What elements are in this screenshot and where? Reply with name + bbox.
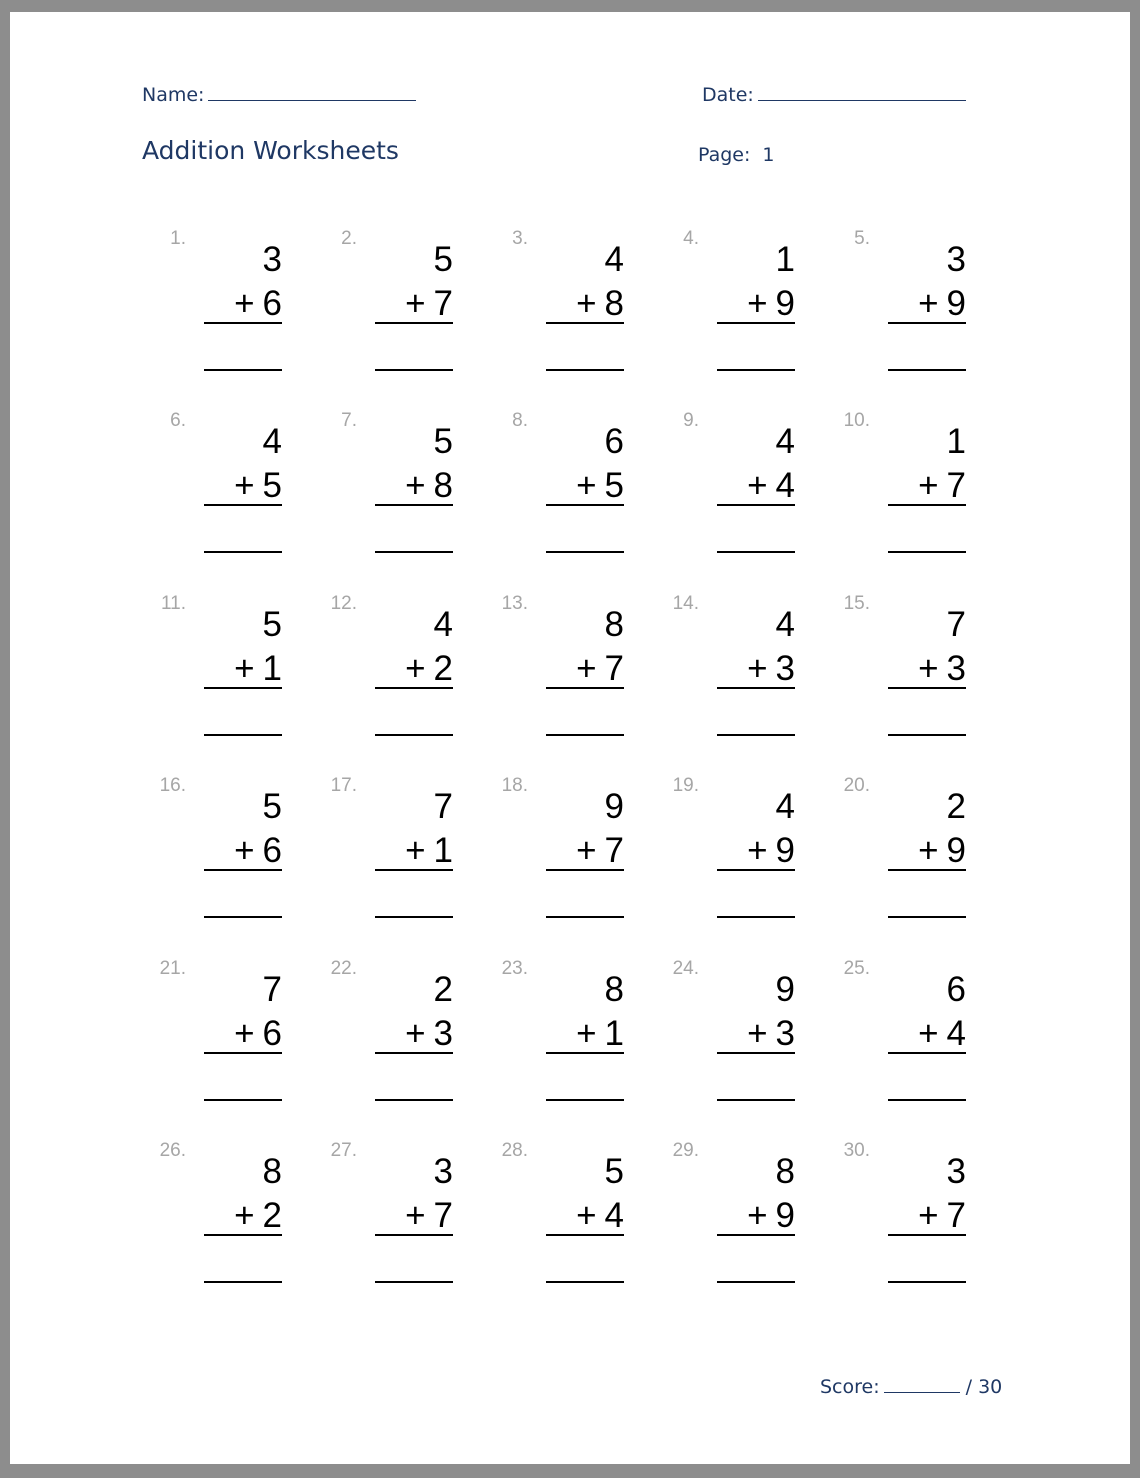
sum-line — [717, 504, 795, 506]
first-addend: 4 — [775, 422, 795, 462]
plus-operator: + — [918, 1195, 939, 1235]
plus-operator: + — [405, 831, 426, 871]
answer-blank[interactable] — [546, 916, 624, 918]
plus-operator: + — [234, 831, 255, 871]
problem-number: 22. — [330, 957, 357, 979]
answer-blank[interactable] — [888, 734, 966, 736]
problem-item — [321, 406, 492, 588]
sum-line — [546, 687, 624, 689]
problem-number: 30. — [843, 1139, 870, 1161]
problem-item — [492, 771, 663, 953]
score-blank-line[interactable] — [884, 1374, 960, 1393]
second-addend-row — [405, 647, 453, 691]
second-addend-row — [918, 829, 966, 873]
plus-operator: + — [234, 466, 255, 506]
second-addend-row — [234, 1194, 282, 1238]
second-addend-row — [918, 647, 966, 691]
answer-blank[interactable] — [888, 1099, 966, 1101]
second-addend-row — [747, 1194, 795, 1238]
answer-blank[interactable] — [204, 551, 282, 553]
sum-line — [204, 687, 282, 689]
answer-blank[interactable] — [204, 734, 282, 736]
page-label: Page: — [698, 144, 751, 166]
sum-line — [888, 1052, 966, 1054]
answer-blank[interactable] — [375, 916, 453, 918]
sum-line — [204, 1234, 282, 1236]
first-addend: 6 — [946, 969, 966, 1009]
problem-number: 15. — [843, 592, 870, 614]
sum-line — [375, 869, 453, 871]
answer-blank[interactable] — [888, 1281, 966, 1283]
problem-number: 13. — [501, 592, 528, 614]
problem-number: 16. — [159, 775, 186, 797]
plus-operator: + — [234, 648, 255, 688]
sum-line — [717, 1234, 795, 1236]
problem-item — [663, 1136, 834, 1318]
problem-item — [492, 954, 663, 1136]
second-addend: 6 — [262, 1013, 282, 1053]
problem-number: 10. — [843, 410, 870, 432]
first-addend: 8 — [262, 1151, 282, 1191]
answer-blank[interactable] — [546, 1281, 624, 1283]
second-addend-row — [234, 1012, 282, 1056]
answer-blank[interactable] — [375, 1281, 453, 1283]
plus-operator: + — [747, 1013, 768, 1053]
name-label: Name: — [142, 84, 205, 106]
sum-line — [717, 1052, 795, 1054]
second-addend-row — [576, 1012, 624, 1056]
plus-operator: + — [918, 831, 939, 871]
first-addend: 3 — [946, 240, 966, 279]
answer-blank[interactable] — [717, 369, 795, 371]
first-addend: 4 — [433, 604, 453, 644]
first-addend: 4 — [604, 240, 624, 279]
answer-blank[interactable] — [204, 1099, 282, 1101]
answer-blank[interactable] — [375, 369, 453, 371]
problem-item — [321, 771, 492, 953]
first-addend: 3 — [433, 1151, 453, 1191]
second-addend-row — [405, 1194, 453, 1238]
second-addend: 7 — [604, 648, 624, 688]
answer-blank[interactable] — [717, 551, 795, 553]
date-label: Date: — [702, 84, 754, 106]
answer-blank[interactable] — [717, 916, 795, 918]
problem-item — [492, 589, 663, 771]
answer-blank[interactable] — [888, 551, 966, 553]
second-addend-row — [234, 282, 282, 326]
sum-line — [888, 504, 966, 506]
problem-item — [492, 224, 663, 406]
first-addend: 4 — [775, 787, 795, 827]
second-addend: 1 — [604, 1013, 624, 1053]
name-field[interactable] — [142, 82, 416, 106]
problem-item — [834, 589, 1005, 771]
second-addend: 9 — [946, 831, 966, 871]
second-addend: 8 — [433, 466, 453, 506]
problem-item — [321, 589, 492, 771]
first-addend: 9 — [775, 969, 795, 1009]
plus-operator: + — [405, 1195, 426, 1235]
sum-line — [204, 322, 282, 324]
problem-item — [492, 406, 663, 588]
problem-item — [834, 954, 1005, 1136]
problem-item — [663, 771, 834, 953]
second-addend: 9 — [775, 1195, 795, 1235]
problem-item — [663, 406, 834, 588]
answer-blank[interactable] — [546, 734, 624, 736]
first-addend: 2 — [946, 787, 966, 827]
problem-item — [150, 406, 321, 588]
problem-item — [150, 589, 321, 771]
answer-blank[interactable] — [546, 551, 624, 553]
problem-number: 11. — [160, 592, 186, 614]
second-addend-row — [234, 829, 282, 873]
problem-number: 14. — [672, 592, 699, 614]
plus-operator: + — [234, 1013, 255, 1053]
sum-line — [375, 687, 453, 689]
first-addend: 7 — [433, 787, 453, 827]
answer-blank[interactable] — [888, 916, 966, 918]
first-addend: 9 — [604, 787, 624, 827]
second-addend: 5 — [604, 466, 624, 506]
first-addend: 8 — [604, 969, 624, 1009]
first-addend: 7 — [946, 604, 966, 644]
sum-line — [888, 869, 966, 871]
date-blank-line[interactable] — [758, 82, 966, 101]
plus-operator: + — [405, 284, 426, 323]
problem-item — [150, 771, 321, 953]
second-addend: 8 — [604, 284, 624, 323]
second-addend-row — [747, 829, 795, 873]
second-addend: 7 — [604, 831, 624, 871]
problem-item — [663, 954, 834, 1136]
plus-operator: + — [405, 1013, 426, 1053]
score-label: Score: — [820, 1376, 880, 1398]
second-addend: 9 — [775, 831, 795, 871]
first-addend: 7 — [262, 969, 282, 1009]
second-addend: 1 — [262, 648, 282, 688]
first-addend: 2 — [433, 969, 453, 1009]
first-addend: 5 — [262, 604, 282, 644]
second-addend-row — [576, 282, 624, 326]
second-addend: 1 — [433, 831, 453, 871]
second-addend: 7 — [946, 466, 966, 506]
worksheet-title: Addition Worksheets — [142, 136, 399, 165]
plus-operator: + — [918, 284, 939, 323]
plus-operator: + — [918, 466, 939, 506]
problem-item — [663, 224, 834, 406]
problem-grid — [150, 224, 1005, 1318]
problem-number: 27. — [330, 1139, 357, 1161]
plus-operator: + — [747, 284, 768, 323]
second-addend: 7 — [433, 1195, 453, 1235]
problem-item — [321, 1136, 492, 1318]
problem-number: 19. — [672, 775, 699, 797]
answer-blank[interactable] — [546, 1099, 624, 1101]
sum-line — [204, 504, 282, 506]
sum-line — [717, 869, 795, 871]
answer-blank[interactable] — [204, 916, 282, 918]
second-addend: 3 — [946, 648, 966, 688]
second-addend-row — [747, 1012, 795, 1056]
problem-number: 17. — [330, 775, 357, 797]
sum-line — [717, 322, 795, 324]
second-addend-row — [405, 464, 453, 508]
problem-number: 1. — [170, 228, 186, 249]
problem-number: 12. — [330, 592, 357, 614]
second-addend: 6 — [262, 284, 282, 323]
problem-number: 23. — [501, 957, 528, 979]
plus-operator: + — [747, 466, 768, 506]
answer-blank[interactable] — [888, 369, 966, 371]
sum-line — [204, 1052, 282, 1054]
second-addend-row — [234, 647, 282, 691]
page-indicator — [698, 144, 775, 166]
plus-operator: + — [405, 648, 426, 688]
answer-blank[interactable] — [717, 1281, 795, 1283]
problem-item — [492, 1136, 663, 1318]
second-addend-row — [405, 282, 453, 326]
second-addend-row — [576, 647, 624, 691]
problem-item — [663, 589, 834, 771]
problem-number: 9. — [683, 410, 699, 432]
worksheet-page — [10, 12, 1130, 1464]
problem-item — [834, 771, 1005, 953]
sum-line — [546, 322, 624, 324]
problem-number: 6. — [170, 410, 186, 432]
first-addend: 5 — [262, 787, 282, 827]
problem-number: 24. — [672, 957, 699, 979]
second-addend-row — [747, 464, 795, 508]
second-addend: 5 — [262, 466, 282, 506]
first-addend: 3 — [262, 240, 282, 279]
problem-item — [150, 1136, 321, 1318]
problem-item — [321, 224, 492, 406]
second-addend-row — [576, 1194, 624, 1238]
answer-blank[interactable] — [717, 734, 795, 736]
second-addend-row — [918, 464, 966, 508]
answer-blank[interactable] — [717, 1099, 795, 1101]
sum-line — [546, 504, 624, 506]
second-addend: 4 — [775, 466, 795, 506]
date-field[interactable] — [702, 82, 966, 106]
first-addend: 5 — [604, 1151, 624, 1191]
second-addend: 9 — [775, 284, 795, 323]
plus-operator: + — [234, 284, 255, 323]
answer-blank[interactable] — [204, 369, 282, 371]
first-addend: 5 — [433, 240, 453, 279]
second-addend: 3 — [775, 648, 795, 688]
first-addend: 4 — [775, 604, 795, 644]
problem-number: 8. — [512, 410, 528, 432]
plus-operator: + — [576, 831, 597, 871]
plus-operator: + — [747, 648, 768, 688]
problem-number: 4. — [683, 228, 699, 249]
second-addend-row — [405, 829, 453, 873]
name-blank-line[interactable] — [208, 82, 416, 101]
first-addend: 8 — [604, 604, 624, 644]
sum-line — [546, 1234, 624, 1236]
plus-operator: + — [576, 1195, 597, 1235]
problem-number: 21. — [159, 957, 186, 979]
score-total: / 30 — [965, 1376, 1003, 1398]
sum-line — [888, 322, 966, 324]
second-addend-row — [576, 464, 624, 508]
plus-operator: + — [576, 1013, 597, 1053]
problem-item — [150, 954, 321, 1136]
second-addend-row — [918, 282, 966, 326]
answer-blank[interactable] — [375, 1099, 453, 1101]
second-addend-row — [918, 1012, 966, 1056]
plus-operator: + — [576, 466, 597, 506]
second-addend: 9 — [946, 284, 966, 323]
problem-number: 20. — [843, 775, 870, 797]
problem-item — [834, 406, 1005, 588]
second-addend: 3 — [775, 1013, 795, 1053]
second-addend: 7 — [433, 284, 453, 323]
problem-number: 3. — [512, 228, 528, 249]
plus-operator: + — [918, 648, 939, 688]
first-addend: 1 — [775, 240, 795, 279]
second-addend-row — [747, 282, 795, 326]
answer-blank[interactable] — [546, 369, 624, 371]
problem-item — [321, 954, 492, 1136]
first-addend: 3 — [946, 1151, 966, 1191]
plus-operator: + — [918, 1013, 939, 1053]
first-addend: 1 — [946, 422, 966, 462]
problem-number: 28. — [501, 1139, 528, 1161]
second-addend-row — [405, 1012, 453, 1056]
first-addend: 8 — [775, 1151, 795, 1191]
sum-line — [204, 869, 282, 871]
second-addend: 7 — [946, 1195, 966, 1235]
first-addend: 4 — [262, 422, 282, 462]
second-addend-row — [576, 829, 624, 873]
second-addend: 2 — [433, 648, 453, 688]
answer-blank[interactable] — [375, 734, 453, 736]
sum-line — [375, 1234, 453, 1236]
problem-number: 18. — [501, 775, 528, 797]
problem-item — [834, 224, 1005, 406]
sum-line — [717, 687, 795, 689]
problem-item — [150, 224, 321, 406]
sum-line — [546, 869, 624, 871]
problem-number: 26. — [159, 1139, 186, 1161]
problem-item — [834, 1136, 1005, 1318]
page-number: 1 — [762, 144, 775, 166]
second-addend-row — [234, 464, 282, 508]
problem-number: 7. — [341, 410, 357, 432]
answer-blank[interactable] — [204, 1281, 282, 1283]
second-addend: 3 — [433, 1013, 453, 1053]
problem-number: 5. — [854, 228, 870, 249]
sum-line — [375, 1052, 453, 1054]
second-addend-row — [747, 647, 795, 691]
answer-blank[interactable] — [375, 551, 453, 553]
sum-line — [546, 1052, 624, 1054]
sum-line — [375, 322, 453, 324]
sum-line — [375, 504, 453, 506]
plus-operator: + — [576, 648, 597, 688]
second-addend: 6 — [262, 831, 282, 871]
plus-operator: + — [747, 831, 768, 871]
sum-line — [888, 1234, 966, 1236]
second-addend: 4 — [604, 1195, 624, 1235]
sum-line — [888, 687, 966, 689]
second-addend: 2 — [262, 1195, 282, 1235]
first-addend: 6 — [604, 422, 624, 462]
second-addend: 4 — [946, 1013, 966, 1053]
problem-number: 2. — [341, 228, 357, 249]
first-addend: 5 — [433, 422, 453, 462]
plus-operator: + — [234, 1195, 255, 1235]
problem-number: 29. — [672, 1139, 699, 1161]
second-addend-row — [918, 1194, 966, 1238]
score-field — [820, 1374, 1002, 1398]
plus-operator: + — [576, 284, 597, 323]
problem-number: 25. — [843, 957, 870, 979]
plus-operator: + — [747, 1195, 768, 1235]
plus-operator: + — [405, 466, 426, 506]
